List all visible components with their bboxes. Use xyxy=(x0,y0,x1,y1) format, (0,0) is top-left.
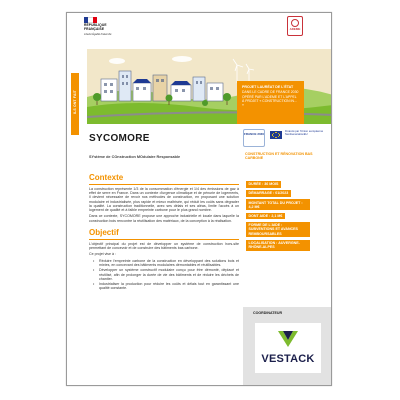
coordinator-box xyxy=(243,307,332,386)
document-page xyxy=(66,12,332,386)
key-fact-badge: LOCALISATION : AUVERGNE-RHÔNE-ALPES xyxy=(246,240,310,251)
ademe-mark-icon xyxy=(291,19,299,27)
objective-sub-intro: Ce projet vise à : xyxy=(89,252,116,257)
ademe-logo xyxy=(287,16,303,36)
banner-illustration xyxy=(87,49,332,124)
objective-list xyxy=(89,259,239,291)
key-facts xyxy=(246,181,310,253)
key-fact-badge: DURÉE : 36 MOIS xyxy=(246,181,281,188)
government-name-line-2: FRANÇAISE xyxy=(84,26,105,31)
callout-body: DANS LE CADRE DE FRANCE 2030 OPÉRÉ PAR L'ADEME ET L'APPEL À PROJET « CONSTRUCTION IN… » xyxy=(242,90,299,108)
side-tab-label: ILS ONT FAIT xyxy=(73,89,77,115)
government-motto: Liberté Égalité Fraternité xyxy=(84,32,112,36)
coordinator-name: VESTACK xyxy=(261,353,315,365)
coordinator-label: COORDINATEUR xyxy=(253,311,283,315)
ademe-logo-text: ADEME xyxy=(289,27,301,31)
context-paragraph: Dans ce contexte, SYCOMORE propose une approche industrielle et locale dans laquelle la construction bois rencontre la réutilisation des matériaux, de la conception à la réalisation. xyxy=(89,214,239,223)
page-title: SYCOMORE xyxy=(89,133,150,144)
vestack-mark-icon xyxy=(276,327,300,351)
objective-heading: Objectif xyxy=(89,228,119,238)
france-2030-logo: FRANCE 2030 xyxy=(243,129,265,147)
title-block xyxy=(87,125,247,159)
context-heading: Contexte xyxy=(89,173,124,182)
funding-logos xyxy=(243,129,331,149)
key-fact-badge: FORME DE L'AIDE : SUBVENTIONS ET AVANCES REMBOURSABLES xyxy=(246,222,310,237)
category-label: CONSTRUCTION ET RÉNOVATION BAS CARBONE xyxy=(245,152,313,161)
key-fact-badge: DONT AIDE : 2,1 M€ xyxy=(246,213,285,220)
laureate-callout xyxy=(237,81,304,124)
eu-flag-icon xyxy=(270,131,282,139)
government-name-line-1: RÉPUBLIQUE xyxy=(84,23,107,27)
main-content xyxy=(87,173,239,291)
objective-intro: L'objectif principal du projet est de développer un système de construction hors-site permettant de concevoir et de construire des bâtiments bas carbone. xyxy=(89,241,239,251)
context-divider xyxy=(89,184,239,185)
side-tab xyxy=(71,73,79,135)
list-item: • Réduire l'empreinte carbone de la construction en développant des solutions bois et mixtes, en concevant des bâtiments modulaires démontables et réutilisables. xyxy=(89,259,239,268)
objective-divider xyxy=(89,239,239,240)
eu-funding-text: Financé par l'Union européenne NextGenerationEU xyxy=(285,130,324,137)
key-fact-badge: MONTANT TOTAL DU PROJET : 4,2 M€ xyxy=(246,199,310,210)
republique-francaise-logo xyxy=(84,17,124,41)
list-item: • Industrialiser la production pour réduire les coûts et délais tout en garantissant une qualité constante. xyxy=(89,282,239,291)
page-subtitle: SYstème de COnstruction MOdulaire Responsable xyxy=(89,155,181,159)
callout-title: PROJET LAURÉAT DE L'ÉTAT xyxy=(242,85,294,89)
key-fact-badge: DÉMARRAGE : 01/2023 xyxy=(246,190,291,197)
context-paragraph: La construction représente 1/3 de la consommation d'énergie et 1/4 des émissions de gaz à effet de serre en France. Dans un contexte d'urgence climatique et de pénurie de logements, il devient nécessaire de revoir nos méthodes de construction, en proposant une solution modulaire et industrialisée, plus rapide et mieux maîtrisée, qui réduit les coûts sans dégrader la qualité. La construction traditionnelle, avec ses délais et ses aléas, limite l'accès à un logement de qualité et à faible empreinte carbone pour le plus grand nombre. xyxy=(89,186,239,213)
list-item: • Développer un système constructif modulaire conçu pour être démonté, déplacé et réutilisé, afin de prolonger la durée de vie des bâtiments et de réduire les déchets de chantier. xyxy=(89,268,239,281)
vestack-logo xyxy=(255,323,321,373)
